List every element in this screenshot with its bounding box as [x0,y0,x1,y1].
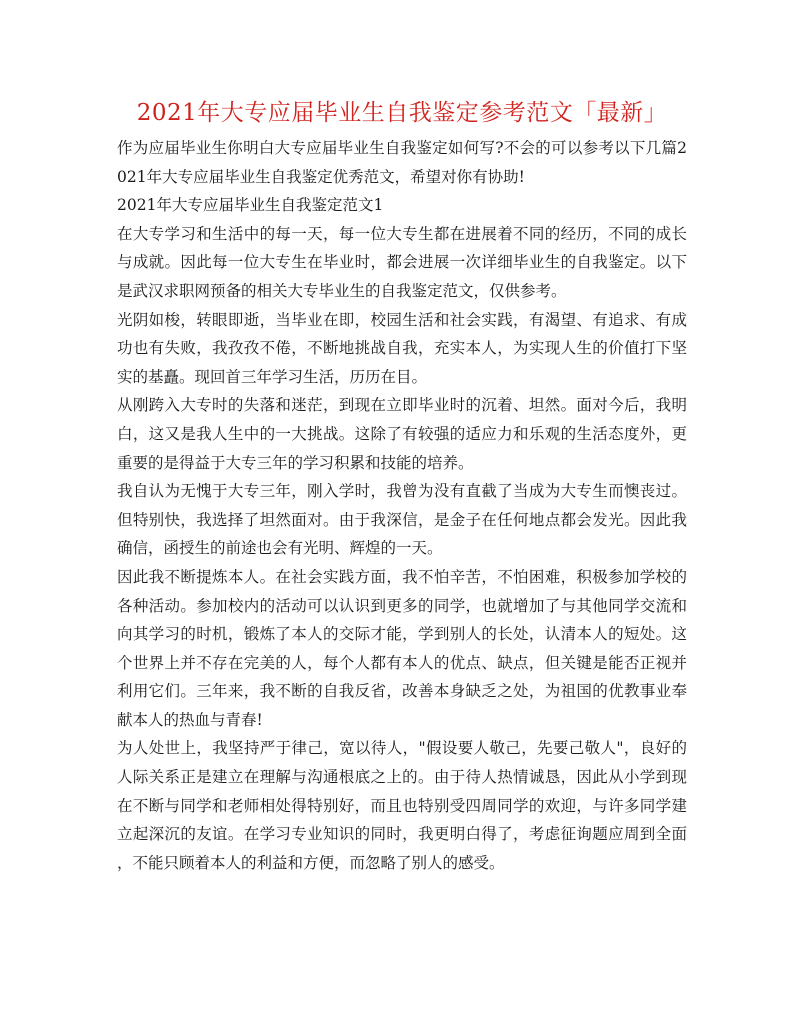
body-line: 向其学习的时机，锻炼了本人的交际才能，学到别人的长处，认清本人的短处。这 [117,625,687,644]
body-line: 实的基矗。现回首三年学习生活，历历在目。 [117,367,428,386]
body-line: 白，这又是我人生中的一大挑战。这除了有较强的适应力和乐观的生活态度外，更 [117,424,687,443]
body-line: 光阴如梭，转眼即逝，当毕业在即，校园生活和社会实践，有渴望、有追求、有成 [117,310,687,329]
body-line: 在大专学习和生活中的每一天，每一位大专生都在进展着不同的经历，不同的成长 [117,224,687,243]
body-line: 功也有失败，我孜孜不倦，不断地挑战自我，充实本人，为实现人生的价值打下坚 [117,339,687,358]
body-line: 但特别快，我选择了坦然面对。由于我深信，是金子在任何地点都会发光。因此我 [117,510,687,529]
body-line: 立起深沉的友谊。在学习专业知识的同时，我更明白得了，考虑征询题应周到全面 [117,825,687,844]
body-line: 从刚跨入大专时的失落和迷茫，到现在立即毕业时的沉着、坦然。面对今后，我明 [117,396,687,415]
body-line: 为人处世上，我坚持严于律己，宽以待人，"假设要人敬己，先要己敬人"，良好的 [117,739,687,758]
body-line: 人际关系正是建立在理解与沟通根底之上的。由于待人热情诚恳，因此从小学到现 [117,768,687,787]
body-line: 与成就。因此每一位大专生在毕业时，都会进展一次详细毕业生的自我鉴定。以下 [117,253,687,272]
document-title: 2021年大专应届毕业生自我鉴定参考范文「最新」 [136,100,668,126]
section-heading: 2021年大专应届毕业生自我鉴定范文1 [117,196,384,215]
body-line: 我自认为无愧于大专三年，刚入学时，我曾为没有直截了当成为大专生而懊丧过。 [117,482,687,501]
body-line: 各种活动。参加校内的活动可以认识到更多的同学，也就增加了与其他同学交流和 [117,596,687,615]
body-line: 献本人的热血与青春! [117,710,263,729]
body-line: 因此我不断提炼本人。在社会实践方面，我不怕辛苦，不怕困难，积极参加学校的 [117,567,687,586]
body-line: 个世界上并不存在完美的人，每个人都有本人的优点、缺点，但关键是能否正视并 [117,653,687,672]
body-line: 利用它们。三年来，我不断的自我反省，改善本身缺乏之处，为祖国的优教事业奉 [117,682,687,701]
body-line: 是武汉求职网预备的相关大专毕业生的自我鉴定范文，仅供参考。 [117,281,567,300]
document-body [117,134,687,877]
document-page [117,96,687,877]
body-line: 重要的是得益于大专三年的学习积累和技能的培养。 [117,453,474,472]
body-line: 作为应届毕业生你明白大专应届毕业生自我鉴定如何写?不会的可以参考以下几篇2 [117,139,687,157]
body-line: 确信，函授生的前途也会有光明、辉煌的一天。 [117,539,443,558]
body-line: ，不能只顾着本人的利益和方便，而忽略了别人的感受。 [117,853,505,872]
body-line: 在不断与同学和老师相处得特别好，而且也特别受四周同学的欢迎，与许多同学建 [117,796,687,815]
body-line: 021年大专应届毕业生自我鉴定优秀范文，希望对你有协助! [117,167,525,186]
